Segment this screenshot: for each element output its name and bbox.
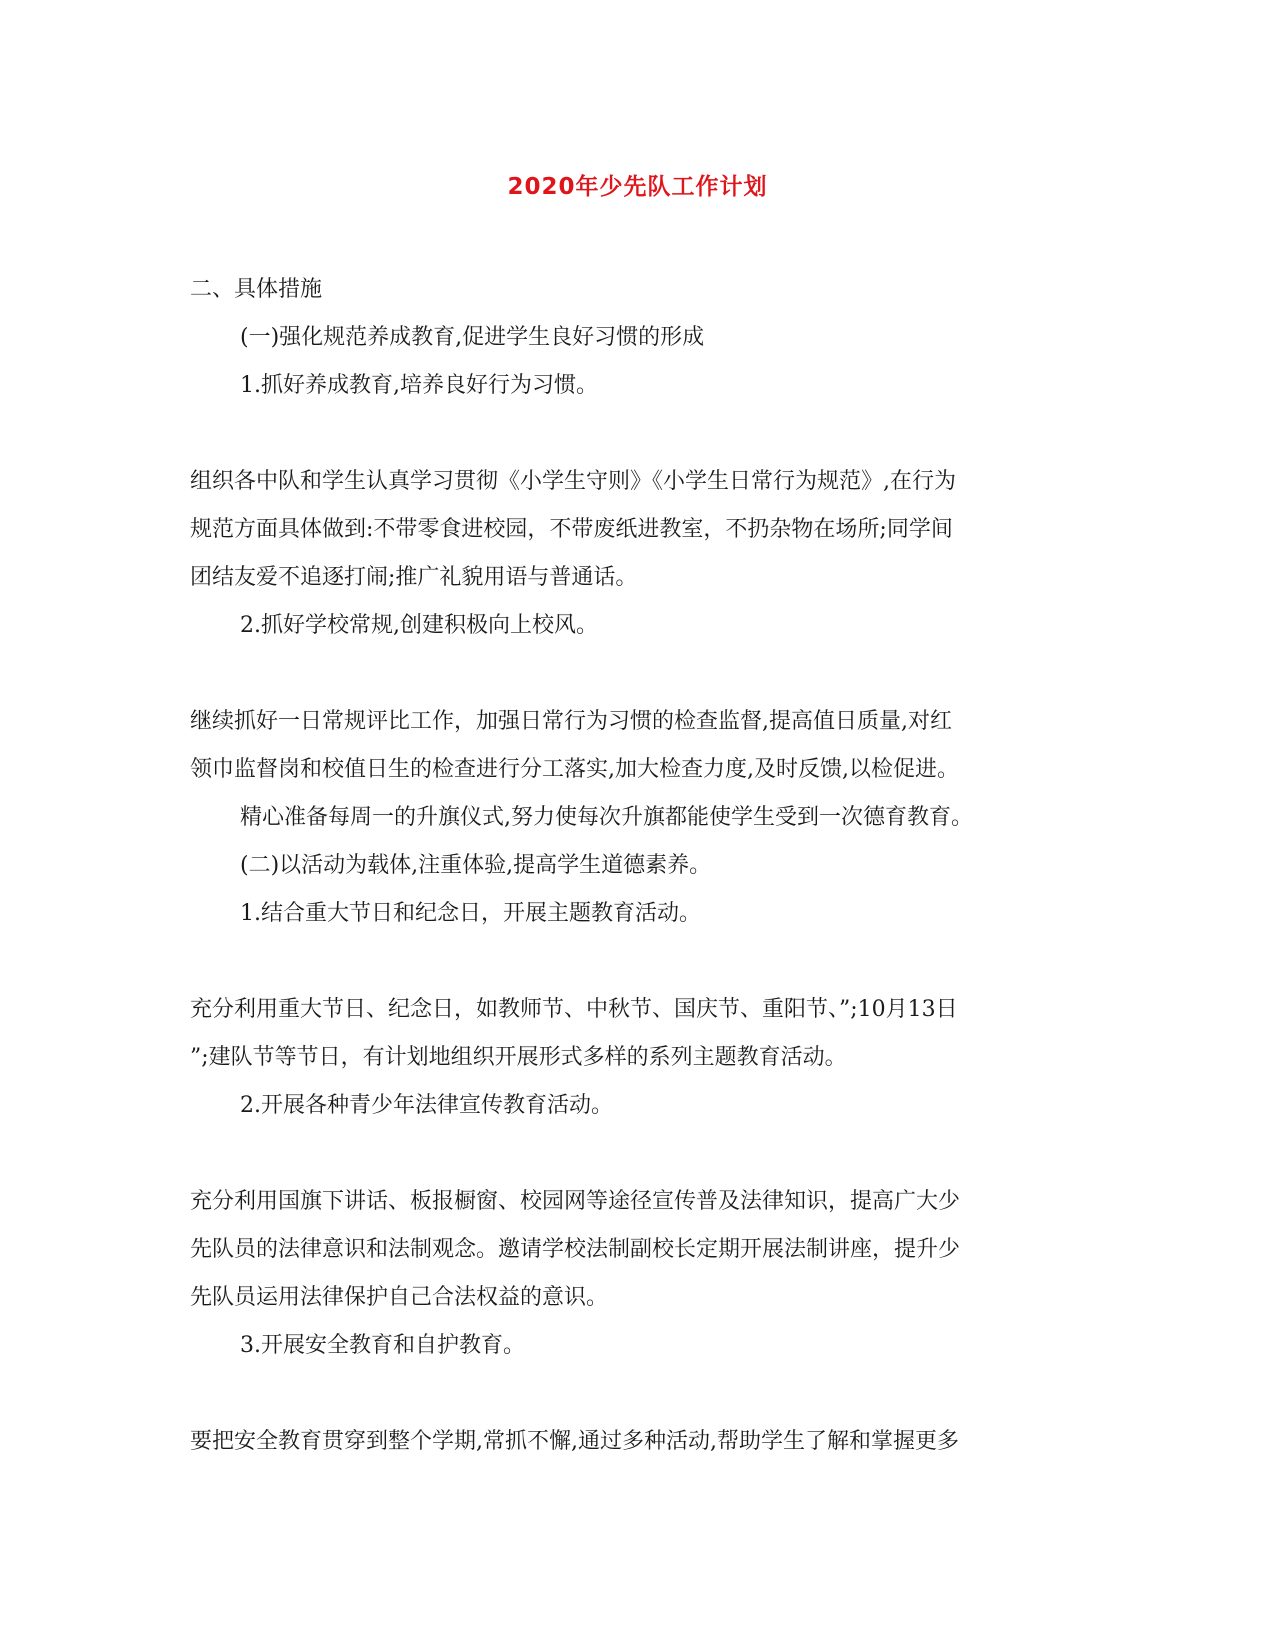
paragraph-1-line-2: 规范方面具体做到:不带零食进校园，不带废纸进教室，不扔杂物在场所;同学间 — [190, 517, 953, 542]
paragraph-2-line-3: 精心准备每周一的升旗仪式,努力使每次升旗都能使学生受到一次德育教育。 — [240, 805, 973, 830]
section-heading: 二、具体措施 — [190, 277, 323, 302]
paragraph-4-line-2: 先队员的法律意识和法制观念。邀请学校法制副校长定期开展法制讲座，提升少 — [190, 1237, 961, 1262]
document-title: 2020年少先队工作计划 — [507, 174, 768, 200]
paragraph-2-line-1: 继续抓好一日常规评比工作，加强日常行为习惯的检查监督,提高值日质量,对红 — [190, 709, 952, 734]
item-heading-2-3: 3.开展安全教育和自护教育。 — [240, 1333, 525, 1358]
item-heading-1-1: 1.抓好养成教育,培养良好行为习惯。 — [240, 373, 598, 398]
item-heading-1-2: 2.抓好学校常规,创建积极向上校风。 — [240, 613, 598, 638]
paragraph-1-line-3: 团结友爱不追逐打闹;推广礼貌用语与普通话。 — [190, 565, 638, 590]
subsection-heading-1: (一)强化规范养成教育,促进学生良好习惯的形成 — [240, 325, 705, 350]
paragraph-4-line-3: 先队员运用法律保护自己合法权益的意识。 — [190, 1285, 609, 1310]
paragraph-2-line-2: 领巾监督岗和校值日生的检查进行分工落实,加大检查力度,及时反馈,以检促进。 — [190, 757, 959, 782]
item-heading-2-2: 2.开展各种青少年法律宣传教育活动。 — [240, 1093, 613, 1118]
paragraph-5-line-1: 要把安全教育贯穿到整个学期,常抓不懈,通过多种活动,帮助学生了解和掌握更多 — [190, 1429, 959, 1454]
document-body — [190, 266, 1080, 1466]
item-heading-2-1: 1.结合重大节日和纪念日，开展主题教育活动。 — [240, 901, 701, 926]
paragraph-4-line-1: 充分利用国旗下讲话、板报橱窗、校园网等途径宣传普及法律知识，提高广大少 — [190, 1189, 961, 1214]
paragraph-3-line-1: 充分利用重大节日、纪念日，如教师节、中秋节、国庆节、重阳节、”;10月13日 — [190, 997, 958, 1022]
paragraph-1-line-1: 组织各中队和学生认真学习贯彻《小学生守则》《小学生日常行为规范》,在行为 — [190, 469, 956, 494]
subsection-heading-2: (二)以活动为载体,注重体验,提高学生道德素养。 — [240, 853, 712, 878]
paragraph-3-line-2: ”;建队节等节日，有计划地组织开展形式多样的系列主题教育活动。 — [190, 1045, 847, 1070]
